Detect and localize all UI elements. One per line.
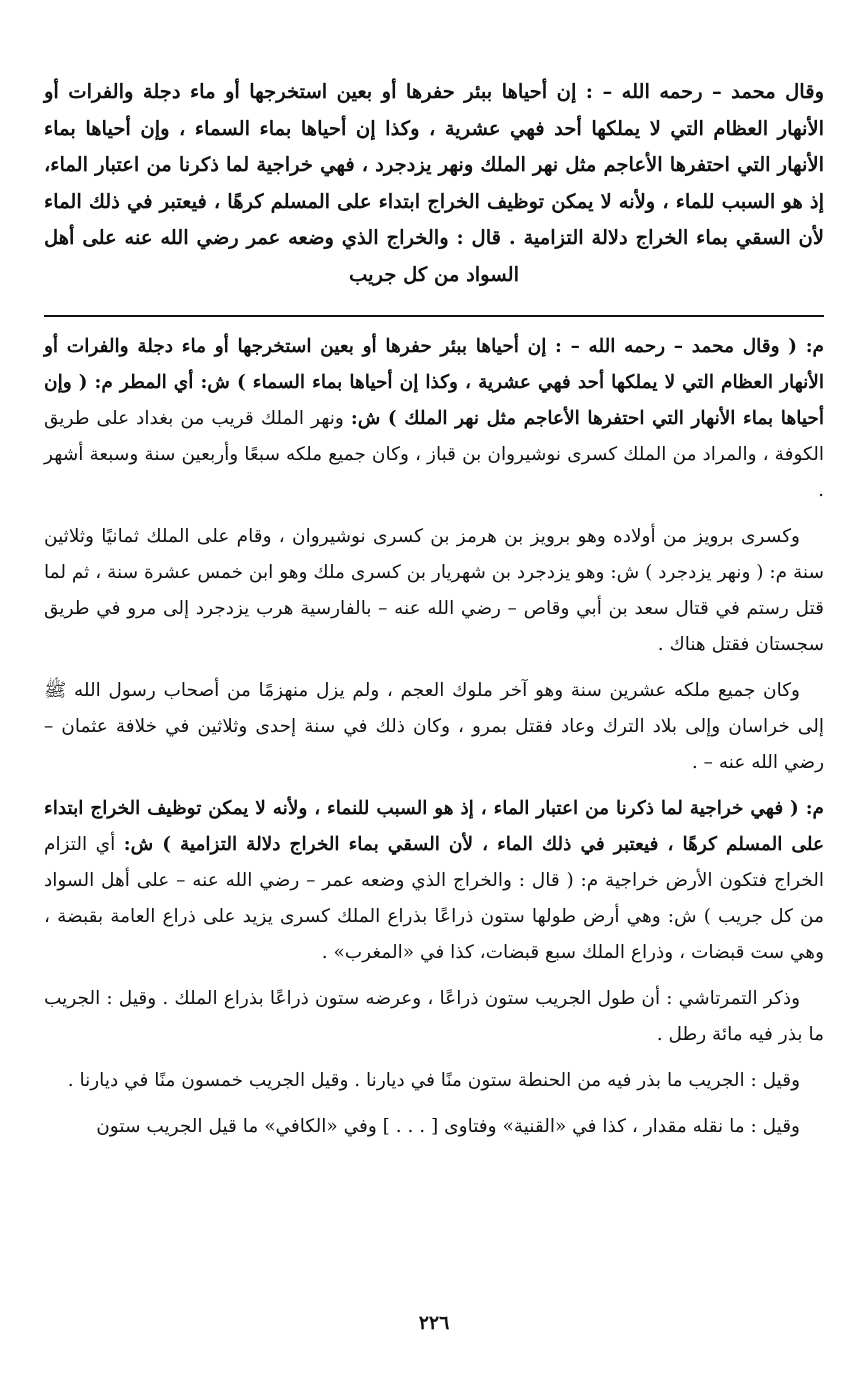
sharh-text: وذكر التمرتاشي : أن طول الجريب ستون ذراعًا ، وعرضه ستون ذراعًا بذراع الملك . وقيل : الجريب ما بذر فيه مائة رطل . [44, 988, 824, 1045]
sharh-text: وقيل : ما نقله مقدار ، كذا في «القنية» وفتاوى [ . . . ] وفي «الكافي» ما قيل الجريب ستون [96, 1116, 800, 1137]
commentary-paragraph [44, 981, 824, 1053]
main-text-block: وقال محمد – رحمه الله – : إن أحياها ببئر حفرها أو بعين استخرجها أو ماء دجلة والفرات أو الأنهار العظام التي لا يملكها أحد فهي عشرية ، وكذا إن أحياها بماء السماء ، وإن أحياها بماء الأنهار التي احتفرها الأعاجم مثل نهر الملك ونهر يزدجرد ، فهي خراجية لما ذكرنا من اعتبار الماء، إذ هو السبب للماء ، ولأنه لا يمكن توظيف الخراج ابتداء على المسلم كرهًا ، فيعتبر في ذلك الماء لأن السقي بماء الخراج دلالة التزامية . قال : والخراج الذي وضعه عمر رضي الله عنه على أهل السواد من كل جريب [44, 80, 824, 286]
commentary-paragraph [44, 673, 824, 781]
sharh-text: وكان جميع ملكه عشرين سنة وهو آخر ملوك العجم ، ولم يزل منهزمًا من أصحاب رسول الله ﷺ إلى خراسان وإلى بلاد الترك وعاد فقتل بمرو ، وكان ذلك في سنة إحدى وثلاثين في خلافة عثمان – رضي الله عنه – . [44, 680, 824, 773]
commentary-paragraph [44, 519, 824, 663]
matn-quote: م: ( وقال محمد – رحمه الله – : إن أحياها ببئر حفرها أو بعين استخرجها أو ماء دجلة والفرات أو الأنهار العظام التي لا يملكها أحد فهي عشرية ، وكذا إن أحياها بماء السماء ) ش: أي المطر م: ( وإن أحياها بماء الأنهار التي احتفرها الأعاجم مثل نهر الملك ) ش: [44, 336, 824, 429]
commentary-paragraph [44, 1063, 824, 1099]
document-page [44, 74, 824, 1155]
page-number: ٢٢٦ [418, 1312, 450, 1334]
matn-quote: م: ( فهي خراجية لما ذكرنا من اعتبار الماء ، إذ هو السبب للنماء ، ولأنه لا يمكن توظيف الخراج ابتداء على المسلم كرهًا ، فيعتبر في ذلك الماء ، لأن السقي بماء الخراج دلالة التزامية ) ش: [44, 798, 824, 855]
sharh-text: وقيل : الجريب ما بذر فيه من الحنطة ستون منًا في ديارنا . وقيل الجريب خمسون منًا في ديارنا . [67, 1070, 800, 1091]
sharh-text: وكسرى برويز من أولاده وهو برويز بن هرمز بن كسرى نوشيروان ، وقام على الملك ثمانيًا وثلاثين سنة م: ( ونهر يزدجرد ) ش: وهو يزدجرد بن شهريار بن كسرى ملك وهو ابن خمس عشرة سنة ، ثم لما قتل رستم في قتال سعد بن أبي وقاص – رضي الله عنه – بالفارسية هرب يزدجرد إلى مرو في طريق سجستان فقتل هناك . [44, 526, 824, 655]
sharh-text: ونهر الملك قريب من بغداد على طريق الكوفة ، والمراد من الملك كسرى نوشيروان بن قباز ، وكان جميع ملكه سبعًا وأربعين سنة وسبعة أشهر . [44, 408, 824, 501]
section-divider [44, 315, 824, 317]
commentary-paragraph [44, 329, 824, 509]
commentary-block [44, 329, 824, 1145]
commentary-paragraph [44, 791, 824, 971]
commentary-paragraph [44, 1109, 824, 1145]
sharh-text: أي التزام الخراج فتكون الأرض خراجية م: ( قال : والخراج الذي وضعه عمر – رضي الله عنه – على أهل السواد من كل جريب ) ش: وهي أرض طولها ستون ذراعًا بذراع الملك كسرى يزيد على ذراع العامة بقبضة ، وهي ست قبضات ، وذراع الملك سبع قبضات، كذا في «المغرب» . [44, 834, 824, 963]
